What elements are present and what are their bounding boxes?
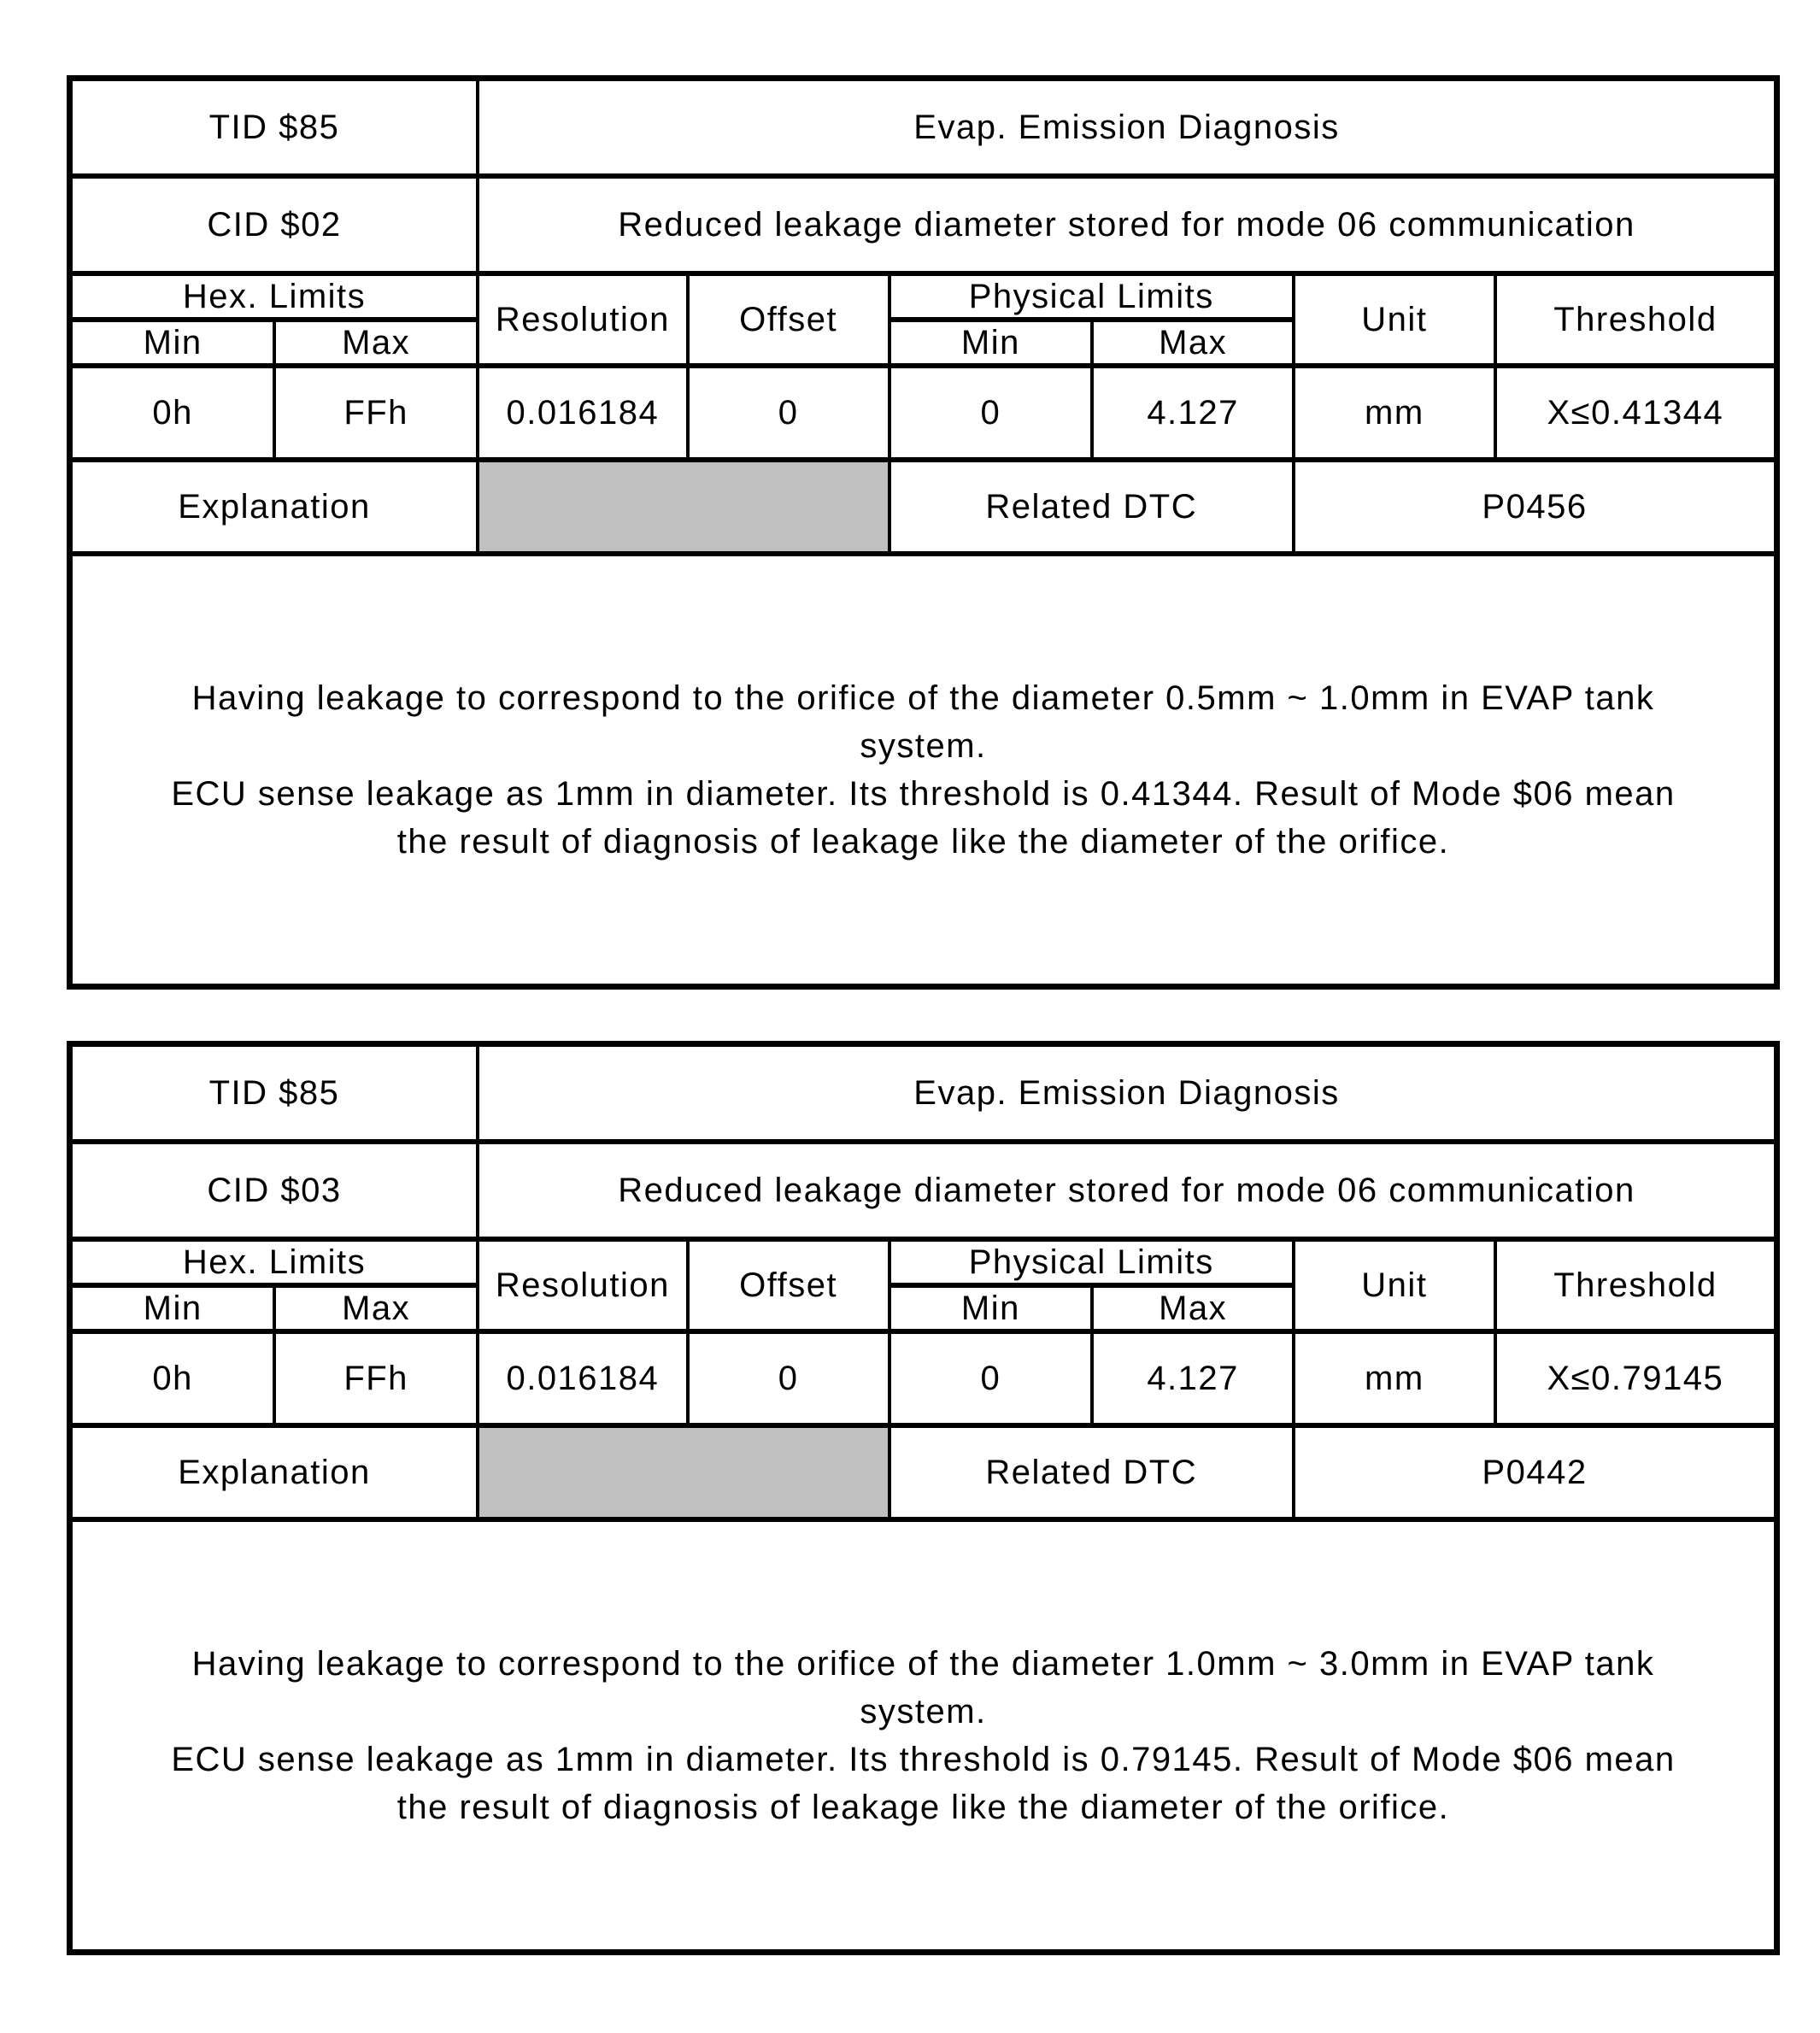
hex-limits-header: Hex. Limits: [70, 1239, 478, 1285]
phys-min-value: 0: [889, 1331, 1093, 1425]
table-title-cell: Evap. Emission Diagnosis: [478, 79, 1777, 177]
hex-max-value: FFh: [274, 366, 478, 460]
spec-table-cid02: [67, 75, 1780, 990]
table-title-cell: Evap. Emission Diagnosis: [478, 1044, 1777, 1143]
tid-row: [70, 79, 1777, 177]
offset-value: 0: [688, 366, 889, 460]
phys-min-header: Min: [889, 320, 1093, 366]
phys-max-value: 4.127: [1092, 1331, 1294, 1425]
explanation-line: ECU sense leakage as 1mm in diameter. Its threshold is 0.79145. Result of Mode $06 mean: [171, 1741, 1676, 1778]
tid-cell: TID $85: [70, 79, 478, 177]
group-header-row: [70, 273, 1777, 320]
values-row: [70, 366, 1777, 460]
hex-limits-header: Hex. Limits: [70, 273, 478, 320]
offset-value: 0: [688, 1331, 889, 1425]
related-dtc-label-cell: Related DTC: [889, 460, 1295, 554]
hex-max-header: Max: [274, 320, 478, 366]
explanation-label-cell: Explanation: [70, 1425, 478, 1519]
resolution-value: 0.016184: [478, 1331, 688, 1425]
explanation-line: Having leakage to correspond to the orifice of the diameter 0.5mm ~ 1.0mm in EVAP tank: [191, 679, 1655, 717]
physical-limits-header: Physical Limits: [889, 1239, 1295, 1285]
related-dtc-value-cell: P0456: [1294, 460, 1777, 554]
shaded-cell: [478, 460, 889, 554]
explanation-text-cell: [70, 554, 1777, 987]
unit-value: mm: [1294, 366, 1495, 460]
explanation-line: system.: [860, 727, 987, 765]
cid-title-cell: Reduced leakage diameter stored for mode 06 communication: [478, 176, 1777, 273]
threshold-value: X≤0.41344: [1495, 366, 1777, 460]
cid-cell: CID $02: [70, 176, 478, 273]
hex-min-value: 0h: [70, 366, 275, 460]
explanation-text-row: [70, 554, 1777, 987]
explanation-text-cell: [70, 1519, 1777, 1953]
phys-min-value: 0: [889, 366, 1093, 460]
resolution-header: Resolution: [478, 273, 688, 366]
tid-cell: TID $85: [70, 1044, 478, 1143]
cid-title-cell: Reduced leakage diameter stored for mode 06 communication: [478, 1142, 1777, 1239]
explanation-line: system.: [860, 1693, 987, 1730]
tid-row: [70, 1044, 1777, 1143]
explanation-line: the result of diagnosis of leakage like the diameter of the orifice.: [396, 1789, 1450, 1826]
explanation-text-row: [70, 1519, 1777, 1953]
explanation-row: [70, 460, 1777, 554]
document-body: [67, 75, 1780, 1955]
hex-min-header: Min: [70, 320, 275, 366]
offset-header: Offset: [688, 273, 889, 366]
values-row: [70, 1331, 1777, 1425]
phys-min-header: Min: [889, 1285, 1093, 1331]
offset-header: Offset: [688, 1239, 889, 1331]
phys-max-value: 4.127: [1092, 366, 1294, 460]
spec-table-cid03: [67, 1041, 1780, 1955]
phys-max-header: Max: [1092, 1285, 1294, 1331]
threshold-value: X≤0.79145: [1495, 1331, 1777, 1425]
unit-header: Unit: [1294, 1239, 1495, 1331]
threshold-header: Threshold: [1495, 1239, 1777, 1331]
cid-cell: CID $03: [70, 1142, 478, 1239]
hex-min-value: 0h: [70, 1331, 275, 1425]
related-dtc-label-cell: Related DTC: [889, 1425, 1295, 1519]
resolution-header: Resolution: [478, 1239, 688, 1331]
cid-row: [70, 1142, 1777, 1239]
hex-min-header: Min: [70, 1285, 275, 1331]
phys-max-header: Max: [1092, 320, 1294, 366]
unit-value: mm: [1294, 1331, 1495, 1425]
hex-max-header: Max: [274, 1285, 478, 1331]
physical-limits-header: Physical Limits: [889, 273, 1295, 320]
hex-max-value: FFh: [274, 1331, 478, 1425]
explanation-line: the result of diagnosis of leakage like the diameter of the orifice.: [396, 823, 1450, 861]
explanation-label-cell: Explanation: [70, 460, 478, 554]
explanation-row: [70, 1425, 1777, 1519]
cid-row: [70, 176, 1777, 273]
threshold-header: Threshold: [1495, 273, 1777, 366]
group-header-row: [70, 1239, 1777, 1285]
explanation-line: Having leakage to correspond to the orifice of the diameter 1.0mm ~ 3.0mm in EVAP tank: [191, 1645, 1655, 1683]
resolution-value: 0.016184: [478, 366, 688, 460]
related-dtc-value-cell: P0442: [1294, 1425, 1777, 1519]
shaded-cell: [478, 1425, 889, 1519]
explanation-line: ECU sense leakage as 1mm in diameter. Its threshold is 0.41344. Result of Mode $06 mean: [171, 775, 1676, 813]
unit-header: Unit: [1294, 273, 1495, 366]
